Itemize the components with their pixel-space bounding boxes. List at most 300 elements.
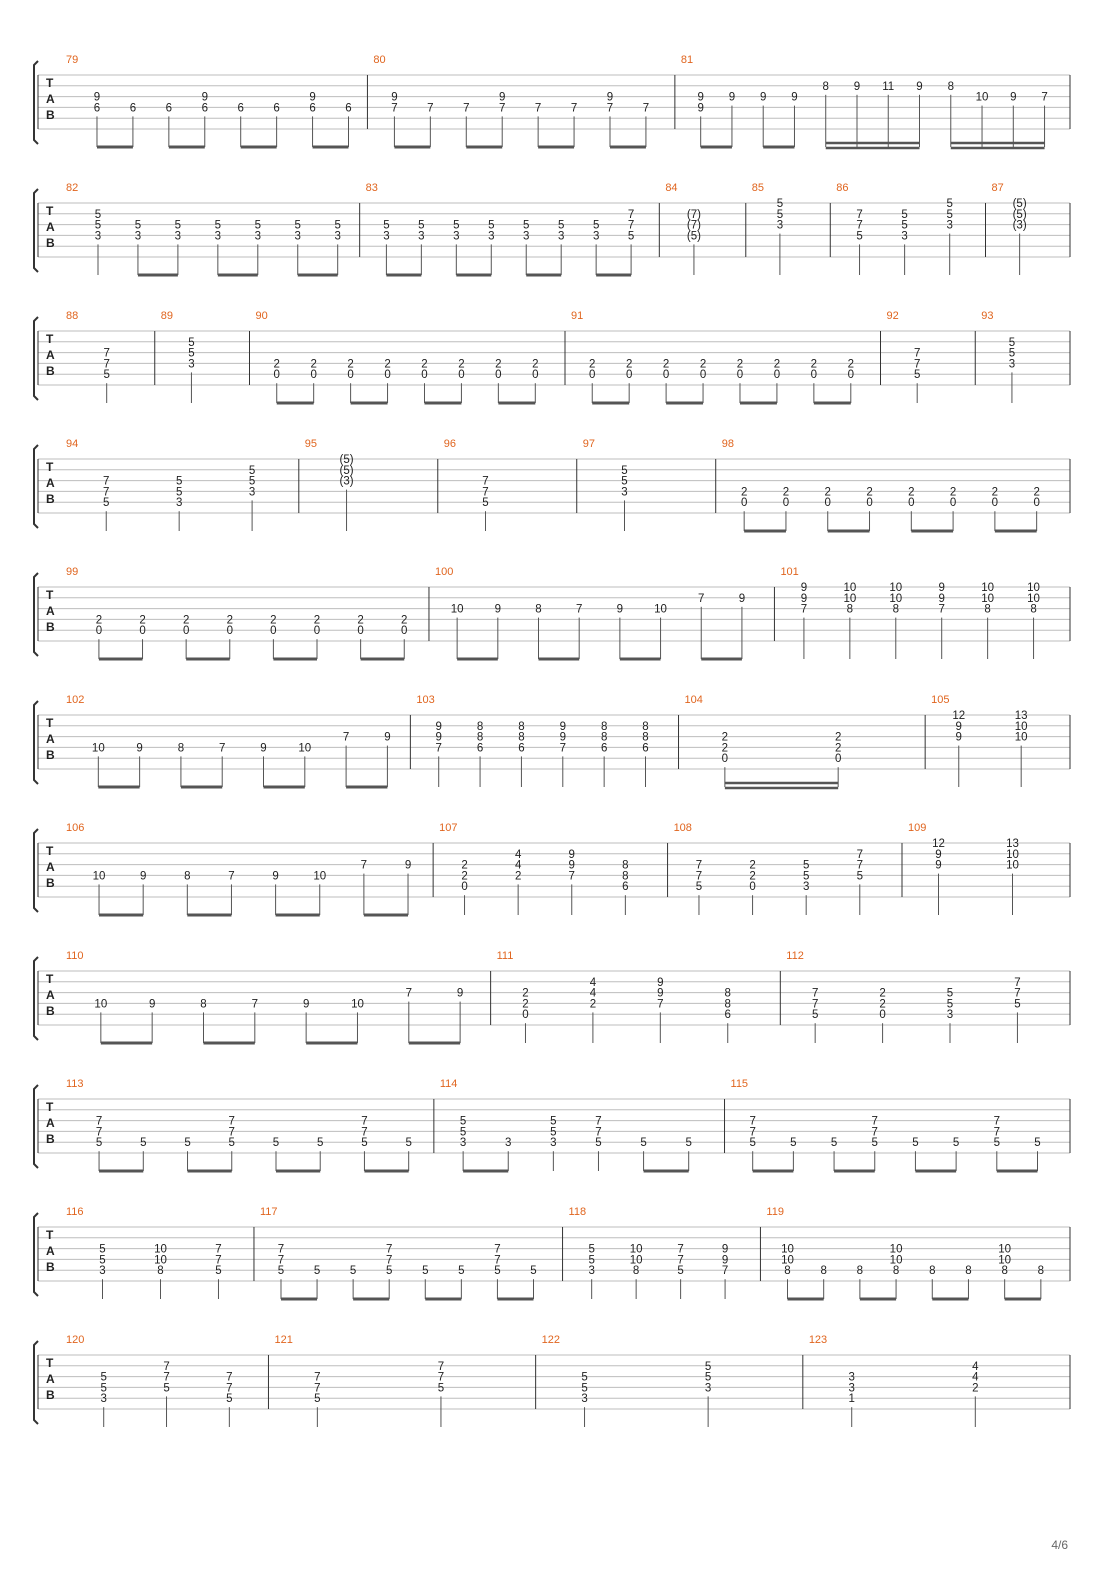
fret-number: 10	[843, 592, 857, 605]
fret-number: 5	[175, 486, 183, 499]
page-number: 4/6	[1051, 1538, 1068, 1552]
tab-clef-letter: A	[46, 1244, 55, 1258]
fret-number: 7	[427, 102, 434, 115]
fret-number: 9	[616, 603, 624, 616]
fret-number: 8	[1037, 1265, 1045, 1278]
measure-number: 81	[680, 54, 694, 66]
fret-number: 5	[100, 1382, 107, 1395]
fret-number: 0	[949, 497, 957, 510]
fret-number: 8	[642, 720, 649, 733]
fret-number: 0	[270, 625, 277, 638]
fret-number: 4	[972, 1360, 979, 1373]
fret-number: 5	[174, 219, 182, 232]
measure-number: 110	[66, 950, 84, 962]
tab-clef-letter: A	[46, 220, 55, 234]
fret-number: 3	[776, 219, 784, 232]
fret-number: 8	[856, 1265, 864, 1278]
fret-number: 5	[588, 1243, 595, 1256]
fret-number: 5	[790, 1137, 797, 1150]
fret-number: 5	[437, 1382, 445, 1395]
fret-number: 5	[550, 1126, 557, 1139]
fret-number: 5	[856, 870, 863, 883]
measure-number: 118	[568, 1206, 587, 1218]
fret-number: 2	[949, 486, 957, 499]
measure-number: 117	[259, 1206, 278, 1218]
fret-number: 5	[100, 1371, 107, 1384]
fret-number: 2	[347, 358, 354, 371]
measure-number: 85	[751, 182, 765, 194]
fret-number: 7	[871, 1115, 878, 1128]
fret-number: 5	[704, 1371, 712, 1384]
fret-number: 10	[781, 1243, 794, 1256]
fret-number: 2	[810, 358, 818, 371]
fret-number: 7	[277, 1254, 285, 1267]
fret-number: 5	[588, 1254, 595, 1267]
fret-number: 3	[946, 1009, 954, 1022]
fret-number: 5	[215, 1265, 222, 1278]
fret-number: 5	[459, 1126, 467, 1139]
measure-number: 91	[571, 310, 584, 322]
fret-number: 6	[201, 102, 208, 115]
tab-clef-letter: B	[46, 620, 55, 634]
fret-number: 9	[568, 859, 575, 872]
fret-number: 9	[93, 91, 101, 104]
fret-number: 8	[822, 80, 829, 93]
fret-number: 7	[595, 1126, 602, 1139]
fret-number: (5)	[1012, 208, 1027, 221]
fret-number: 7	[993, 1115, 1001, 1128]
fret-number: 5	[802, 870, 810, 883]
fret-number: 9	[800, 582, 808, 594]
fret-number: 4	[972, 1371, 979, 1384]
fret-number: 0	[847, 369, 854, 382]
fret-number: 2	[270, 614, 277, 627]
fret-number: 7	[386, 1254, 393, 1267]
system-bracket	[34, 445, 38, 528]
fret-number: 2	[514, 870, 522, 883]
fret-number: 10	[154, 1254, 167, 1267]
tab-clef-letter: T	[46, 588, 54, 602]
fret-number: 10	[843, 582, 857, 594]
fret-number: 7	[698, 592, 705, 605]
fret-number: 3	[383, 230, 390, 243]
fret-number: 5	[530, 1265, 537, 1278]
fret-number: 7	[913, 347, 921, 360]
tab-clef-letter: B	[46, 1004, 55, 1018]
fret-number: 2	[384, 358, 391, 371]
fret-number: 10	[1027, 582, 1040, 594]
fret-number: 0	[273, 369, 280, 382]
fret-number: 9	[955, 731, 962, 744]
fret-number: 7	[228, 1115, 235, 1128]
fret-number: 8	[784, 1265, 791, 1278]
fret-number: 13	[1006, 838, 1019, 850]
fret-number: 3	[1008, 358, 1016, 371]
fret-number: 5	[349, 1265, 357, 1278]
fret-number: 5	[627, 230, 635, 243]
fret-number: 0	[347, 369, 354, 382]
fret-number: 0	[810, 369, 818, 382]
fret-number: 10	[975, 91, 989, 104]
fret-number: 0	[721, 753, 729, 766]
tab-clef-letter: A	[46, 1372, 55, 1386]
fret-number: 8	[600, 720, 608, 733]
fret-number: 10	[629, 1243, 643, 1256]
fret-number: 7	[463, 102, 470, 115]
fret-number: 5	[226, 1393, 233, 1406]
fret-number: 9	[791, 91, 798, 104]
system-bracket	[34, 61, 38, 144]
fret-number: 7	[228, 870, 235, 883]
fret-number: 7	[627, 208, 635, 221]
measure-number: 89	[160, 310, 174, 322]
fret-number: 5	[95, 1137, 103, 1150]
tab-clef-letter: T	[46, 204, 54, 218]
fret-number: 5	[482, 497, 489, 510]
tab-clef-letter: A	[46, 860, 55, 874]
fret-number: 5	[901, 219, 908, 232]
fret-number: 2	[310, 358, 317, 371]
fret-number: 8	[892, 603, 899, 616]
fret-number: 7	[1014, 976, 1021, 989]
fret-number: 9	[499, 91, 506, 104]
fret-number: 9	[697, 91, 704, 104]
tab-clef-letter: B	[46, 1132, 55, 1146]
fret-number: 5	[248, 464, 256, 477]
tab-clef-letter: A	[46, 92, 55, 106]
fret-number: 5	[523, 219, 530, 232]
fret-number: 2	[495, 358, 502, 371]
tab-system	[0, 1197, 1110, 1297]
fret-number: 6	[309, 102, 316, 115]
fret-number: 10	[450, 603, 464, 616]
fret-number: 5	[383, 219, 390, 232]
fret-number: 6	[518, 742, 525, 755]
fret-number: 10	[889, 592, 903, 605]
fret-number: 7	[494, 1243, 501, 1256]
fret-number: 5	[550, 1115, 557, 1128]
fret-number: 8	[622, 859, 629, 872]
fret-number: 6	[165, 102, 173, 115]
fret-number: 10	[1006, 859, 1019, 872]
fret-number: 5	[677, 1265, 684, 1278]
fret-number: 9	[657, 976, 664, 989]
fret-number: 5	[334, 219, 341, 232]
fret-number: 7	[494, 1254, 501, 1267]
tab-clef-letter: T	[46, 972, 54, 986]
fret-number: 6	[93, 102, 101, 115]
fret-number: 10	[981, 582, 995, 594]
fret-number: 7	[251, 998, 259, 1011]
fret-number: 2	[782, 486, 790, 499]
fret-number: 2	[625, 358, 633, 371]
fret-number: 8	[965, 1265, 972, 1278]
fret-number: 5	[314, 1393, 321, 1406]
fret-number: 9	[272, 870, 279, 883]
system-bracket	[34, 1341, 38, 1424]
fret-number: 6	[129, 102, 137, 115]
fret-number: 6	[622, 881, 629, 894]
measure-number: 108	[673, 822, 692, 834]
fret-number: 9	[435, 720, 442, 733]
fret-number: 5	[313, 1265, 321, 1278]
measure-number: 94	[66, 438, 79, 450]
fret-number: 7	[314, 1371, 321, 1384]
measure-number: 86	[836, 182, 849, 194]
fret-number: 5	[453, 219, 460, 232]
fret-number: 7	[226, 1371, 233, 1384]
fret-number: 7	[95, 1115, 103, 1128]
fret-number: 3	[848, 1382, 855, 1395]
fret-number: 10	[781, 1254, 794, 1267]
fret-number: 5	[418, 219, 425, 232]
fret-number: 7	[1041, 91, 1048, 104]
fret-number: 7	[482, 486, 489, 499]
fret-number: 2	[313, 614, 321, 627]
fret-number: 0	[736, 369, 744, 382]
fret-number: 8	[947, 80, 954, 93]
fret-number: 7	[103, 475, 110, 488]
fret-number: 0	[495, 369, 502, 382]
fret-number: 3	[592, 230, 600, 243]
fret-number: 3	[188, 358, 195, 371]
fret-number: 0	[782, 497, 790, 510]
fret-number: 5	[952, 1137, 960, 1150]
fret-number: 5	[913, 369, 921, 382]
fret-number: 12	[952, 710, 966, 722]
fret-number: 10	[313, 870, 327, 883]
fret-number: 7	[534, 102, 542, 115]
fret-number: 5	[621, 475, 628, 488]
fret-number: 10	[998, 1254, 1012, 1267]
tab-clef-letter: B	[46, 1388, 55, 1402]
fret-number: 3	[334, 230, 341, 243]
fret-number: 5	[871, 1137, 878, 1150]
tab-clef-letter: B	[46, 236, 55, 250]
tab-system	[0, 173, 1110, 273]
fret-number: 7	[219, 742, 226, 755]
fret-number: 0	[421, 369, 428, 382]
fret-number: 3	[99, 1265, 106, 1278]
fret-number: 10	[351, 998, 364, 1011]
fret-number: 5	[277, 1265, 285, 1278]
fret-number: 6	[724, 1009, 731, 1022]
system-bracket	[34, 317, 38, 400]
fret-number: 10	[1014, 731, 1028, 744]
fret-number: 7	[391, 102, 398, 115]
fret-number: 7	[677, 1254, 684, 1267]
fret-number: 9	[853, 80, 861, 93]
fret-number: 3	[248, 486, 256, 499]
fret-number: 7	[856, 848, 863, 861]
fret-number: 3	[901, 230, 908, 243]
fret-number: 9	[606, 91, 614, 104]
fret-number: 5	[361, 1137, 368, 1150]
fret-number: 10	[889, 1243, 903, 1256]
fret-number: 2	[991, 486, 999, 499]
measure-number: 120	[66, 1334, 85, 1346]
fret-number: 5	[946, 998, 954, 1011]
fret-number: 7	[856, 219, 863, 232]
fret-number: 5	[581, 1371, 588, 1384]
fret-number: 9	[697, 102, 704, 115]
fret-number: (7)	[686, 219, 701, 232]
system-bracket	[34, 1213, 38, 1296]
measure-number: 87	[991, 182, 1004, 194]
fret-number: 5	[802, 859, 810, 872]
fret-number: 3	[523, 230, 530, 243]
fret-number: 2	[908, 486, 915, 499]
measure-number: 109	[907, 822, 927, 834]
fret-number: 7	[342, 731, 350, 744]
fret-number: 2	[139, 614, 146, 627]
measure-number: 83	[365, 182, 378, 194]
fret-number: 7	[642, 102, 650, 115]
fret-number: 3	[453, 230, 460, 243]
measure-number: 100	[434, 566, 454, 578]
fret-number: 0	[662, 369, 670, 382]
fret-number: 7	[215, 1243, 222, 1256]
fret-number: 8	[892, 1265, 900, 1278]
fret-number: 5	[856, 230, 863, 243]
tab-system	[0, 429, 1110, 529]
fret-number: 8	[200, 998, 207, 1011]
fret-number: 2	[972, 1382, 979, 1395]
fret-number: 8	[1001, 1265, 1008, 1278]
fret-number: 5	[317, 1137, 324, 1150]
fret-number: 5	[134, 219, 142, 232]
fret-number: 5	[946, 208, 953, 221]
system-bracket	[34, 1085, 38, 1168]
fret-number: 3	[100, 1393, 107, 1406]
system-bracket	[34, 573, 38, 656]
fret-number: 8	[929, 1265, 936, 1278]
fret-number: 0	[532, 369, 539, 382]
fret-number: 8	[177, 742, 185, 755]
measure-number: 99	[66, 566, 79, 578]
tab-clef-letter: B	[46, 108, 55, 122]
fret-number: 6	[642, 742, 649, 755]
measure-number: 106	[66, 822, 85, 834]
fret-number: 2	[532, 358, 539, 371]
fret-number: 9	[935, 848, 942, 861]
fret-number: 9	[728, 91, 736, 104]
fret-number: 3	[802, 881, 810, 894]
fret-number: 3	[588, 1265, 595, 1278]
fret-number: (5)	[686, 230, 701, 243]
fret-number: 5	[494, 1265, 501, 1278]
fret-number: 12	[932, 838, 945, 850]
fret-number: 4	[514, 859, 522, 872]
fret-number: 7	[360, 859, 368, 872]
fret-number: 10	[629, 1254, 643, 1267]
fret-number: 2	[273, 358, 280, 371]
system-bracket	[34, 829, 38, 912]
fret-number: 7	[1014, 987, 1021, 1000]
fret-number: 2	[421, 358, 428, 371]
fret-number: 6	[600, 742, 608, 755]
fret-number: (3)	[1012, 219, 1027, 232]
fret-number: 7	[314, 1382, 321, 1395]
fret-number: 9	[148, 998, 156, 1011]
tab-clef-letter: B	[46, 748, 55, 762]
fret-number: 5	[704, 1360, 712, 1373]
tab-clef-letter: A	[46, 604, 55, 618]
fret-number: 2	[847, 358, 854, 371]
fret-number: 3	[550, 1137, 557, 1150]
fret-number: 7	[938, 603, 945, 616]
measure-number: 84	[665, 182, 678, 194]
fret-number: 3	[848, 1371, 855, 1384]
fret-number: 7	[856, 208, 863, 221]
fret-number: 0	[401, 625, 408, 638]
fret-number: 2	[879, 998, 886, 1011]
fret-number: 1	[848, 1393, 855, 1406]
fret-number: 2	[834, 731, 842, 744]
fret-number: 8	[984, 603, 991, 616]
fret-number: 9	[559, 731, 566, 744]
fret-number: 7	[228, 1126, 235, 1139]
tab-clef-letter: A	[46, 476, 55, 490]
fret-number: 8	[724, 998, 731, 1011]
fret-number: 10	[1027, 592, 1040, 605]
tab-clef-letter: T	[46, 1100, 54, 1114]
fret-number: 7	[482, 475, 489, 488]
fret-number: 7	[559, 742, 566, 755]
fret-number: 5	[228, 1137, 235, 1150]
tab-system	[0, 685, 1110, 785]
tab-system	[0, 1069, 1110, 1169]
fret-number: 9	[139, 870, 147, 883]
fret-number: 9	[721, 1243, 729, 1256]
fret-number: 5	[830, 1137, 838, 1150]
fret-number: 3	[174, 230, 182, 243]
fret-number: 2	[740, 486, 748, 499]
fret-number: 7	[163, 1360, 170, 1373]
fret-number: 9	[384, 731, 391, 744]
fret-number: 9	[568, 848, 575, 861]
fret-number: 8	[157, 1265, 164, 1278]
fret-number: 6	[345, 102, 352, 115]
fret-number: 4	[589, 987, 597, 1000]
fret-number: 0	[589, 369, 596, 382]
fret-number: 10	[889, 582, 903, 594]
measure-number: 103	[416, 694, 435, 706]
fret-number: 8	[476, 731, 484, 744]
fret-number: 10	[654, 603, 667, 616]
fret-number: 6	[273, 102, 280, 115]
fret-number: 0	[824, 497, 831, 510]
fret-number: 2	[589, 358, 596, 371]
fret-number: 2	[458, 358, 465, 371]
fret-number: 5	[184, 1137, 191, 1150]
fret-number: 9	[391, 91, 398, 104]
fret-number: 5	[405, 1137, 412, 1150]
fret-number: 2	[866, 486, 873, 499]
fret-number: 9	[136, 742, 143, 755]
system-bracket	[34, 189, 38, 272]
fret-number: 10	[981, 592, 995, 605]
measure-number: 88	[66, 310, 79, 322]
fret-number: 9	[404, 859, 412, 872]
measure-number: 79	[66, 54, 79, 66]
fret-number: 7	[570, 102, 578, 115]
fret-number: 9	[721, 1254, 729, 1267]
fret-number: 5	[248, 475, 256, 488]
measure-number: 113	[66, 1078, 84, 1090]
fret-number: 0	[313, 625, 321, 638]
tab-clef-letter: T	[46, 332, 54, 346]
